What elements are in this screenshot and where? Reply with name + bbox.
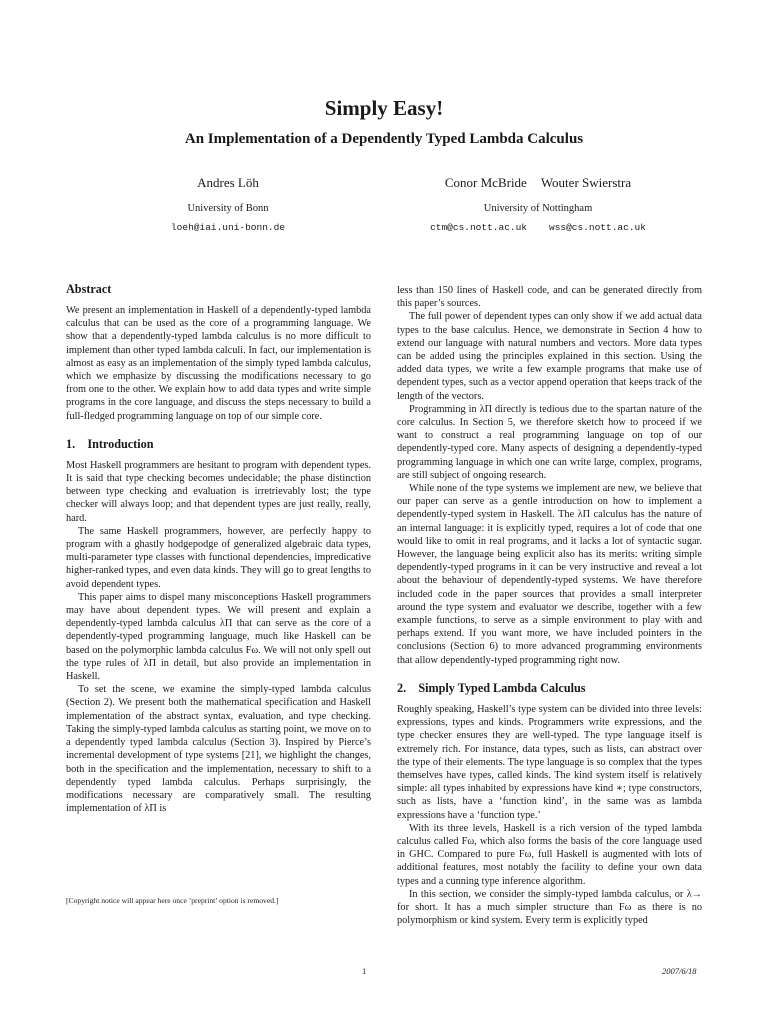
author-block-2-3 [418,175,658,236]
section-1-heading: 1. Introduction [66,436,154,451]
author-name: Conor McBride [444,175,527,190]
author-block-1 [128,175,328,236]
author-name: Andres Löh [197,175,259,190]
page-number: 1 [362,966,367,976]
paragraph: The full power of dependent types can only show if we add actual data types to the base calculus. Hence, we demonstrate in Section 4 how to extend our language with natural numbers and vectors. More data types can be added using the principles explained in this section. Using the added data types, we write a few example programs that make use of dependent types, such as a vector append operation that keeps track of the length of the vectors. [397,311,702,402]
abstract-heading: Abstract [66,282,112,296]
paper-subtitle: An Implementation of a Dependently Typed Lambda Calculus [184,131,584,147]
paragraph: Most Haskell programmers are hesitant to program with dependent types. It is said that type checking becomes undecidable; the phase distinction between type checking and evaluation is irretrievably lost; the type checker will always loop; and that dependent types are just really, really, hard. [66,459,371,524]
paragraph: Roughly speaking, Haskell’s type system can be divided into three levels: expressions, types and kinds. Programmers write expressions, and the type checker ensures they are well-typed. The type language itself is extremely rich. For instance, data types, such as lists, can abstract over the type of their elements. The type language is so complex that the types themselves have types, called kinds. The kind system itself is relatively simple: all types inhabited by expressions have kind ∗; type constructors, such as lists, have a ‘function kind’, in the same was as lambda expressions have a ‘function type.’ [397,703,702,821]
paragraph: Programming in λΠ directly is tedious due to the spartan nature of the core calculus. In Section 5, we therefore sketch how to proceed if we want to construct a real programming language on top of our dependently-typed core. Many aspects of designing a dependently-typed programming language in which one can write large, complex, programs, are still subject of ongoing research. [397,403,702,481]
left-column [66,282,371,815]
author-affiliation: University of Bonn [187,202,269,214]
author-names [418,175,658,192]
section-2-heading: 2. Simply Typed Lambda Calculus [397,680,586,695]
paragraph: To set the scene, we examine the simply-typed lambda calculus (Section 2). We present both the mathematical specification and Haskell implementation of the abstract syntax, evaluation, and type checking. Taking the simply-typed lambda calculus as starting point, we move on to a dependently typed lambda calculus (Section 3). Inspired by Pierce’s incremental development of type systems [21], we highlight the changes, both in the specification and the implementation, necessary to shift to a dependently typed lambda calculus. Perhaps surprisingly, the modifications necessary are comparatively small. The resulting implementation of λΠ is [66,684,371,815]
author-emails [430,217,646,234]
copyright-notice: [Copyright notice will appear here once ’preprint’ option is removed.] [66,896,279,905]
date-stamp: 2007/6/18 [662,966,697,976]
paragraph: This paper aims to dispel many misconceptions Haskell programmers may have about dependent types. We will present and explain a dependently-typed lambda calculus λΠ that can serve as the core of a dependently-typed programming language, much like Haskell can be based on the polymorphic lambda calculus Fω. We will not only spell out the type rules of λΠ in detail, but also provide an implementation in Haskell. [66,591,371,683]
paragraph: While none of the type systems we implement are new, we believe that our paper can serve as a gentle introduction on how to implement a dependently-typed system in Haskell. The λΠ calculus has the nature of an internal language: it is explicitly typed, requires a lot of code that one would like to omit in real programs, and it lacks a lot of syntactic sugar. However, the language being explicit also has its merits: writing simple dependently-typed programs in it can be very instructive and reveal a lot about the behaviour of dependently-typed systems. We have therefore included code in the paper sources that provides a small interpreter around the type system and evaluator we describe, together with a few example functions, to serve as a simple environment to play with and perhaps extend. If you want more, we have included pointers in the conclusions (Section 6) to more advanced programming environments that allow dependently-typed programming right now. [397,483,702,666]
paper-title: Simply Easy! [324,96,444,120]
right-column [397,284,702,927]
paragraph: With its three levels, Haskell is a rich version of the typed lambda calculus called Fω, which also forms the basis of the core language used in GHC. Compared to pure Fω, full Haskell is augmented with lots of additional features, most notably the facility to define your own data types and a cunning type inference algorithm. [397,822,702,887]
paragraph: less than 150 lines of Haskell code, and can be generated directly from this paper’s sources. [397,285,702,310]
abstract-text: We present an implementation in Haskell of a dependently-typed lambda calculus that can be used as the core of a programming language. We show that a dependently-typed lambda calculus is no more difficult to implement than other typed lambda calculi. In fact, our implementation is almost as easy as an implementation of the simply typed lambda calculus, which we emphasize by discussing the modifications necessary to go from one to the other. We explain how to add data types and write simple programs in the core language, and discuss the steps necessary to build a full-fledged programming language on top of our simple core. [66,305,371,422]
author-email[interactable]: loeh@iai.uni-bonn.de [170,221,286,233]
author-email[interactable]: wss@cs.nott.ac.uk [549,221,646,233]
author-email[interactable]: ctm@cs.nott.ac.uk [430,221,527,233]
author-name: Wouter Swierstra [540,175,632,190]
author-affiliation: University of Nottingham [483,202,593,214]
paragraph: The same Haskell programmers, however, are perfectly happy to program with a ghastly hodgepodge of generalized algebraic data types, multi-parameter type classes with functional dependencies, impredicative higher-ranked types, and even data kinds. They will go to great lengths to avoid dependent types. [66,525,371,590]
paragraph: In this section, we consider the simply-typed lambda calculus, or λ→ for short. It has a much simpler structure than Fω as there is no polymorphism or kind system. Every term is explicitly typed [397,888,702,927]
